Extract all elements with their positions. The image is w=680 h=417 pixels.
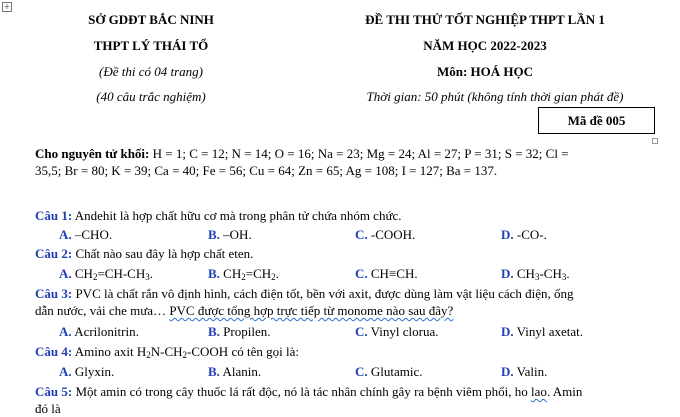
q3-option-a: A. Acrilonitrin.: [59, 324, 139, 339]
q4-option-a: A. Glyxin.: [59, 364, 115, 379]
exam-code-box: [538, 107, 655, 134]
school-name: THPT LÝ THÁI TỔ: [93, 38, 209, 53]
atomic-masses-values-1: H = 1; C = 12; N = 14; O = 16; Na = 23; Mg = 24; Al = 27; P = 31; S = 32; Cl =: [152, 146, 569, 161]
questions-note: (40 câu trắc nghiệm): [96, 89, 206, 104]
question-text-1: PVC là chất rắn vô định hình, cách điện tốt, bền với axit, được dùng làm vật liệu cách điện, ống: [75, 286, 574, 301]
q2-option-a: A. $CH_2=CH-CH_3$.: [59, 266, 153, 282]
exam-code: Mã đề 005: [567, 112, 626, 128]
q2-option-d: D. $CH_3-CH_3$.: [501, 266, 570, 282]
pages-note: (Đề thi có 04 trang): [99, 64, 203, 79]
question-2: [35, 246, 253, 262]
subject-name: Môn: HOÁ HỌC: [436, 64, 534, 79]
spelling-underline: lao: [531, 384, 547, 399]
atomic-masses-label: Cho nguyên tử khối:: [35, 146, 150, 161]
question-5-line-2: đó là: [35, 401, 61, 416]
question-label: Câu 3:: [35, 286, 73, 301]
q3-option-c: C. Vinyl clorua.: [355, 324, 439, 339]
q1-option-d: D. -CO-.: [501, 227, 547, 242]
atomic-masses-values-2: 35,5; Br = 80; K = 39; Ca = 40; Fe = 56; Cu = 64; Zn = 65; Ag = 108; I = 127; Ba = 137.: [35, 163, 498, 178]
atomic-masses-line-1: [35, 146, 569, 162]
q3-option-d: D. Vinyl axetat.: [501, 324, 584, 339]
q1-option-c: C. -COOH.: [355, 227, 416, 242]
q2-option-b: B. $CH_2=CH_2$.: [208, 266, 279, 282]
department-name: SỞ GDĐT BẮC NINH: [88, 12, 214, 27]
q2-option-c: C. CH≡CH.: [355, 266, 418, 281]
table-move-handle-icon[interactable]: +: [3, 2, 11, 11]
question-4: Câu 4: Amino axit $H_2N-CH_2$-COOH có tên gọi là:: [35, 344, 299, 360]
exam-title: ĐỀ THI THỬ TỐT NGHIỆP THPT LẦN 1: [365, 12, 605, 27]
q4-option-b: B. Alanin.: [208, 364, 262, 379]
question-3: [35, 286, 574, 302]
time-note: Thời gian: 50 phút (không tính thời gian phát đề): [366, 89, 624, 104]
question-1: [35, 208, 402, 224]
q1-option-a: A. –CHO.: [59, 227, 113, 242]
grammar-underline: PVC được tổng hợp trực tiếp từ monome nào sau đây?: [169, 303, 454, 318]
q4-option-c: C. Glutamic.: [355, 364, 423, 379]
text-boundary-mark: [652, 138, 658, 144]
question-text: Chất nào sau đây là hợp chất eten.: [75, 246, 254, 261]
question-label: Câu 5:: [35, 384, 73, 399]
question-5: Câu 5: Một amin có trong cây thuốc lá rất độc, nó là tác nhân chính gây ra bệnh viêm phổi, ho lao. Amin: [35, 384, 583, 399]
question-text: Andehit là hợp chất hữu cơ mà trong phân tử chứa nhóm chức.: [74, 208, 402, 223]
q4-option-d: D. Valin.: [501, 364, 548, 379]
question-label: Câu 2:: [35, 246, 73, 261]
q3-option-b: B. Propilen.: [208, 324, 271, 339]
question-label: Câu 1:: [35, 208, 73, 223]
school-year: NĂM HỌC 2022-2023: [423, 38, 547, 53]
question-3-line-2: dẫn nước, vải che mưa… PVC được tổng hợp trực tiếp từ monome nào sau đây?: [35, 303, 454, 318]
question-label: Câu 4:: [35, 344, 73, 359]
q1-option-b: B. –OH.: [208, 227, 252, 242]
